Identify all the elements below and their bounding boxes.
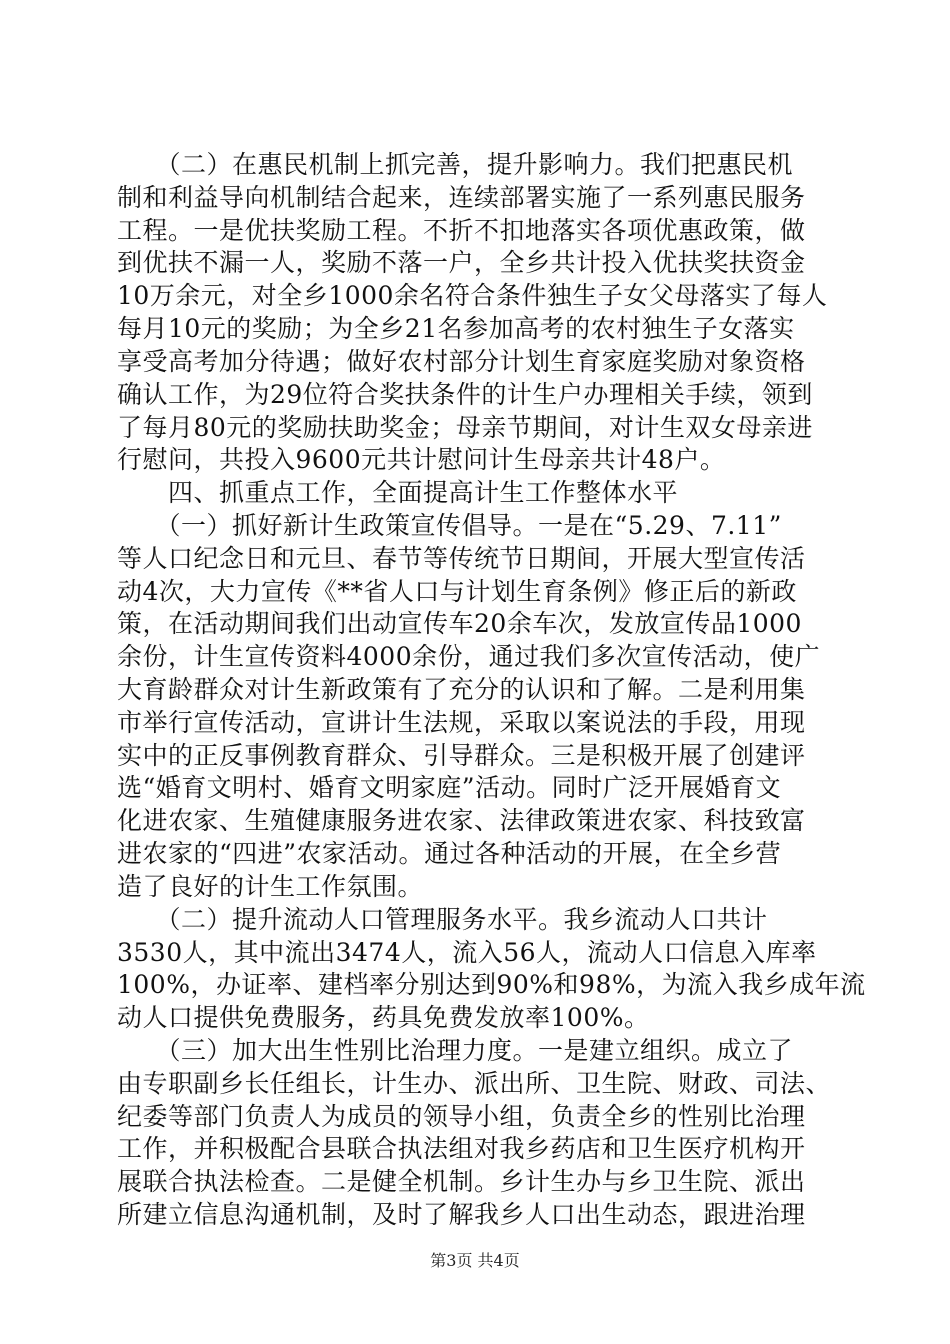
text-line: 3530人，其中流出3474人，流入56人，流动人口信息入库率 xyxy=(117,938,817,967)
text-line: 纪委等部门负责人为成员的领导小组，负责全乡的性别比治理 xyxy=(117,1102,806,1131)
text-line: 市举行宣传活动，宣讲计生法规，采取以案说法的手段，用现 xyxy=(117,708,806,737)
text-line: 每月10元的奖励；为全乡21名参加高考的农村独生子女落实 xyxy=(117,314,795,343)
text-line: 等人口纪念日和元旦、春节等传统节日期间，开展大型宣传活 xyxy=(117,544,806,573)
text-line: 展联合执法检查。二是健全机制。乡计生办与乡卫生院、派出 xyxy=(117,1167,806,1196)
text-line: 动4次，大力宣传《**省人口与计划生育条例》修正后的新政 xyxy=(117,577,797,606)
text-line: （一）抓好新计生政策宣传倡导。一是在“5.29、7.11” xyxy=(117,511,782,540)
text-line: 工作，并积极配合县联合执法组对我乡药店和卫生医疗机构开 xyxy=(117,1134,806,1163)
text-line: 100%，办证率、建档率分别达到90%和98%，为流入我乡成年流 xyxy=(117,970,866,999)
page-footer: 第3页 共4页 xyxy=(430,1251,520,1270)
text-line: （二）在惠民机制上抓完善，提升影响力。我们把惠民机 xyxy=(117,150,794,179)
text-line: 行慰问，共投入9600元共计慰问计生母亲共计48户。 xyxy=(117,445,726,474)
text-line: 造了良好的计生工作氛围。 xyxy=(117,872,424,901)
section-heading: 四、抓重点工作，全面提高计生工作整体水平 xyxy=(117,478,679,507)
text-line: 动人口提供免费服务，药具免费发放率100%。 xyxy=(117,1003,650,1032)
text-line: 由专职副乡长任组长，计生办、派出所、卫生院、财政、司法、 xyxy=(117,1069,832,1098)
text-line: 了每月80元的奖励扶助奖金；母亲节期间，对计生双女母亲进 xyxy=(117,413,813,442)
text-line: 余份，计生宣传资料4000余份，通过我们多次宣传活动，使广 xyxy=(117,642,821,671)
text-line: 工程。一是优扶奖励工程。不折不扣地落实各项优惠政策，做 xyxy=(117,216,806,245)
text-line: 选“婚育文明村、婚育文明家庭”活动。同时广泛开展婚育文 xyxy=(117,773,782,802)
text-line: （三）加大出生性别比治理力度。一是建立组织。成立了 xyxy=(117,1036,794,1065)
text-line: 化进农家、生殖健康服务进农家、法律政策进农家、科技致富 xyxy=(117,806,806,835)
text-line: 享受高考加分待遇；做好农村部分计划生育家庭奖励对象资格 xyxy=(117,347,806,376)
text-line: 进农家的“四进”农家活动。通过各种活动的开展，在全乡营 xyxy=(117,839,782,868)
text-line: 实中的正反事例教育群众、引导群众。三是积极开展了创建评 xyxy=(117,741,806,770)
text-line: 10万余元，对全乡1000余名符合条件独生子女父母落实了每人 xyxy=(117,281,828,310)
text-line: 到优扶不漏一人，奖励不落一户，全乡共计投入优扶奖扶资金 xyxy=(117,248,806,277)
text-line: 大育龄群众对计生新政策有了充分的认识和了解。二是利用集 xyxy=(117,675,806,704)
text-line: （二）提升流动人口管理服务水平。我乡流动人口共计 xyxy=(117,905,768,934)
text-line: 制和利益导向机制结合起来，连续部署实施了一系列惠民服务 xyxy=(117,183,806,212)
text-line: 所建立信息沟通机制，及时了解我乡人口出生动态，跟进治理 xyxy=(117,1200,806,1229)
text-line: 确认工作，为29位符合奖扶条件的计生户办理相关手续，领到 xyxy=(117,380,813,409)
text-line: 策，在活动期间我们出动宣传车20余车次，发放宣传品1000 xyxy=(117,609,802,638)
